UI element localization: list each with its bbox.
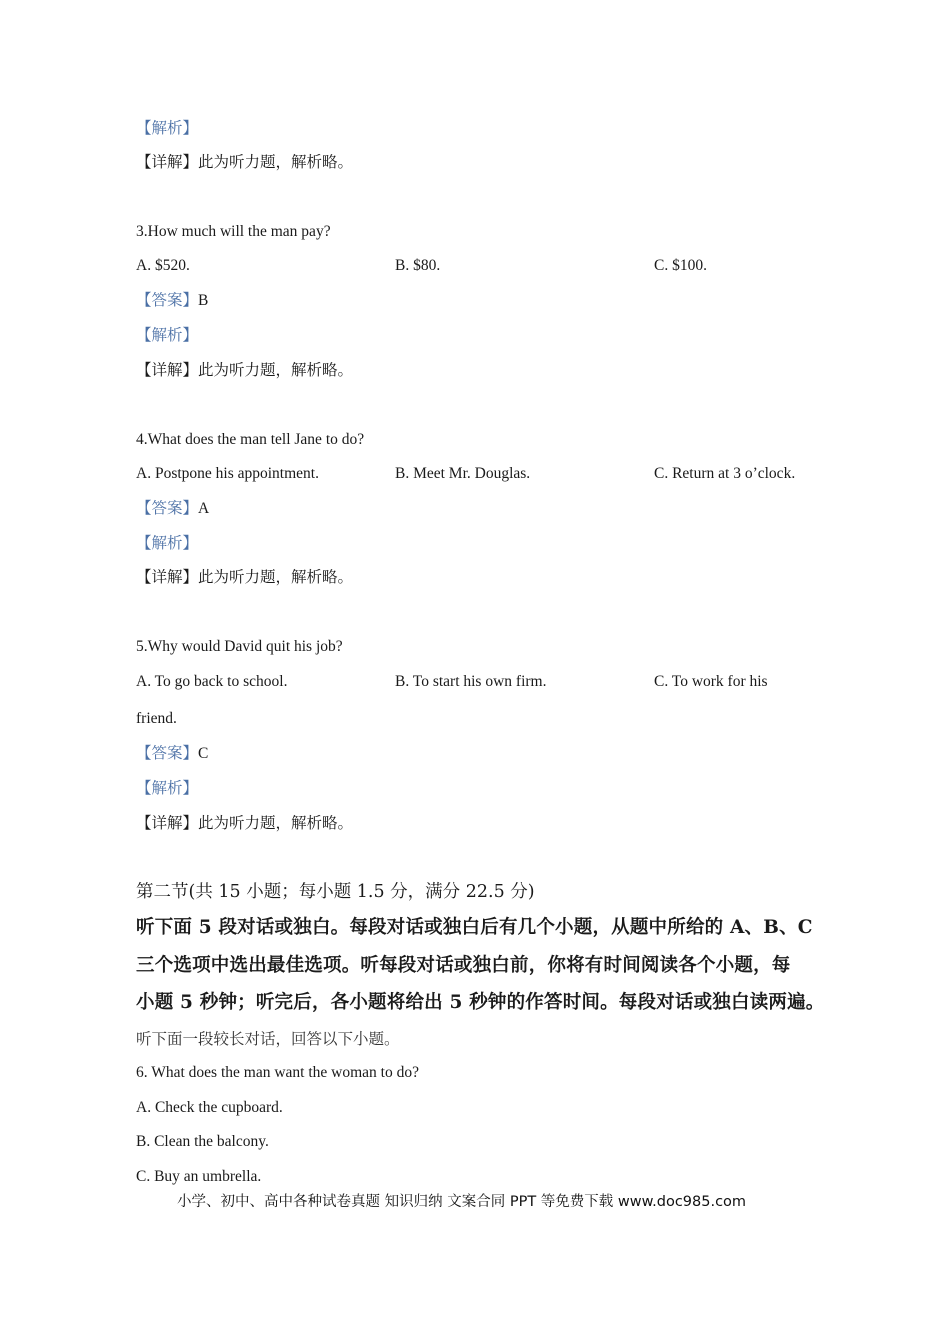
answer-label: 【答案】 (136, 500, 199, 517)
q3-answer (136, 291, 208, 311)
section-instructions-line-1: 听下面 5 段对话或独白。每段对话或独白后有几个小题，从题中所给的 A、B、C (136, 917, 813, 938)
q4-analysis-label: 【解析】 (136, 535, 199, 552)
question-4: 4.What does the man tell Jane to do? (136, 431, 365, 448)
page-footer: 小学、初中、高中各种试卷真题 知识归纳 文案合同 PPT 等免费下载 www.doc985.com (177, 1194, 747, 1210)
q3-analysis-label: 【解析】 (136, 327, 199, 344)
detail-text: 【详解】此为听力题，解析略。 (136, 154, 354, 171)
question-3: 3.How much will the man pay? (136, 223, 331, 240)
answer-value: C (198, 745, 209, 762)
q5-analysis-label: 【解析】 (136, 780, 199, 797)
q4-option-b: B. Meet Mr. Douglas. (395, 465, 531, 482)
q6-option-b: B. Clean the balcony. (136, 1133, 269, 1150)
q3-detail: 【详解】此为听力题，解析略。 (136, 362, 354, 379)
section-instructions-line-2: 三个选项中选出最佳选项。听每段对话或独白前，你将有时间阅读各个小题，每 (136, 955, 791, 976)
q3-option-b: B. $80. (395, 257, 441, 274)
q3-option-c: C. $100. (654, 257, 707, 274)
q6-option-c: C. Buy an umbrella. (136, 1168, 262, 1185)
q5-option-b: B. To start his own firm. (395, 673, 547, 690)
q5-option-c-continued: friend. (136, 710, 177, 727)
answer-label: 【答案】 (136, 292, 199, 309)
answer-label: 【答案】 (136, 745, 199, 762)
q5-detail: 【详解】此为听力题，解析略。 (136, 815, 354, 832)
q4-option-a: A. Postpone his appointment. (136, 465, 319, 482)
q5-answer (136, 744, 208, 764)
q5-option-a: A. To go back to school. (136, 673, 288, 690)
section-instructions-line-3: 小题 5 秒钟；听完后，各小题将给出 5 秒钟的作答时间。每段对话或独白读两遍。 (136, 992, 825, 1013)
q4-detail: 【详解】此为听力题，解析略。 (136, 569, 354, 586)
analysis-label: 【解析】 (136, 120, 199, 137)
question-5: 5.Why would David quit his job? (136, 638, 343, 655)
answer-value: B (198, 292, 209, 309)
section-note: 听下面一段较长对话，回答以下小题。 (136, 1031, 400, 1048)
question-6: 6. What does the man want the woman to do? (136, 1064, 419, 1081)
answer-value: A (198, 500, 210, 517)
q4-answer (136, 499, 209, 519)
q6-option-a: A. Check the cupboard. (136, 1099, 283, 1116)
q5-option-c: C. To work for his (654, 673, 768, 690)
q3-option-a: A. $520. (136, 257, 190, 274)
section-title: 第二节(共 15 小题；每小题 1.5 分，满分 22.5 分) (136, 882, 535, 902)
q4-option-c: C. Return at 3 o’clock. (654, 465, 796, 482)
